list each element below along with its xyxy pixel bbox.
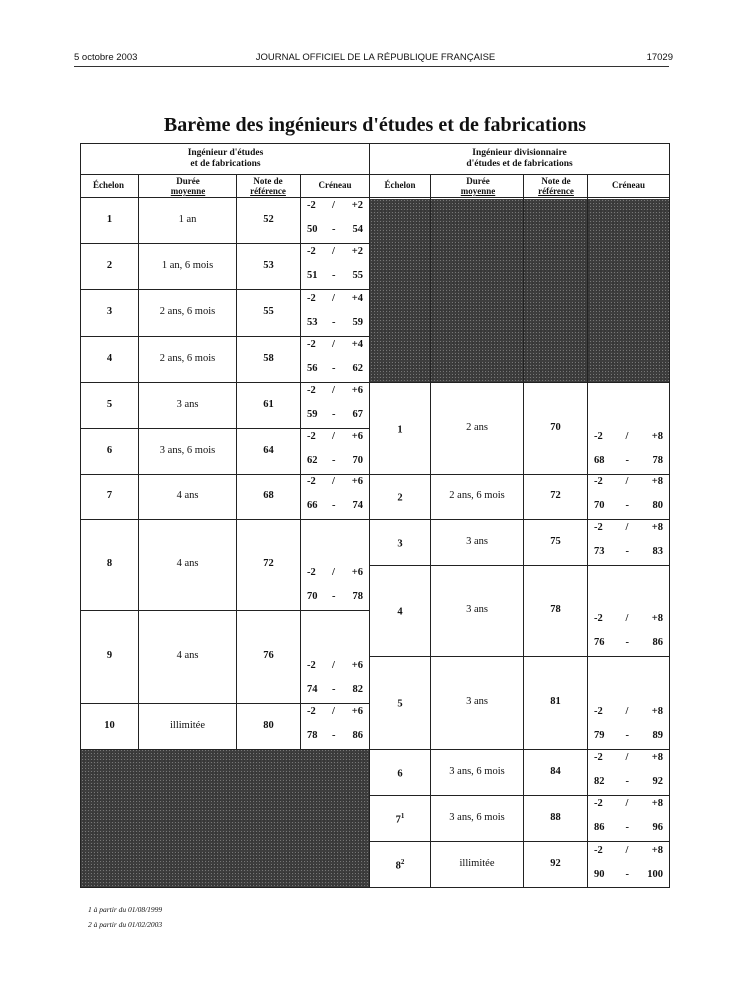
creneau-range-second: 78 — [352, 591, 363, 602]
creneau-range-separator: - — [625, 546, 629, 557]
creneau-range-second: 83 — [652, 546, 663, 557]
left-row-sep — [80, 519, 370, 520]
creneau-range-first: 53 — [307, 317, 318, 328]
left-col-duree — [140, 176, 236, 196]
creneau-range-first: 66 — [307, 500, 318, 511]
creneau-offset-separator: / — [332, 706, 335, 717]
creneau-offset — [301, 200, 369, 214]
creneau-offset-separator: / — [625, 431, 629, 442]
right-row-sep — [370, 795, 670, 796]
duree-cell: 3 ans, 6 mois — [159, 444, 216, 456]
duree-cell: 3 ans — [466, 696, 488, 707]
duree-cell: 4 ans — [176, 558, 199, 569]
right-row-sep — [370, 519, 670, 520]
creneau-offset-first: -2 — [307, 431, 316, 442]
duree-cell: 3 ans, 6 mois — [449, 765, 505, 777]
creneau-offset — [588, 476, 669, 490]
creneau-offset-second: +6 — [351, 385, 363, 396]
creneau-range-second: 54 — [352, 224, 363, 235]
left-col-creneau: Créneau — [318, 180, 352, 190]
creneau-range-first: 62 — [307, 455, 318, 466]
note-cell: 92 — [550, 858, 561, 869]
note-cell: 72 — [263, 558, 274, 569]
echelon-value: 1 — [397, 424, 403, 435]
creneau-offset-first: -2 — [307, 200, 316, 211]
creneau-range-separator: - — [332, 500, 336, 511]
creneau-offset-first: -2 — [594, 476, 603, 487]
creneau-range-second: 78 — [652, 455, 663, 466]
creneau-range — [588, 637, 669, 651]
creneau-offset-second: +2 — [351, 200, 363, 211]
creneau-offset-first: -2 — [307, 293, 316, 304]
header-journal-title: JOURNAL OFFICIEL DE LA RÉPUBLIQUE FRANÇAISE — [255, 52, 496, 63]
right-row-sep — [370, 841, 670, 842]
creneau-range-first: 76 — [594, 637, 605, 648]
creneau-range-separator: - — [332, 684, 336, 695]
header-date: 5 octobre 2003 — [74, 52, 138, 63]
creneau-offset-separator: / — [332, 567, 335, 578]
duree-cell: 2 ans, 6 mois — [159, 306, 216, 317]
note-cell: 72 — [550, 490, 561, 501]
creneau-offset — [588, 706, 669, 720]
note-cell: 53 — [263, 259, 274, 271]
duree-cell: 3 ans, 6 mois — [449, 811, 505, 823]
creneau-range — [588, 455, 669, 469]
creneau-offset — [588, 522, 669, 536]
creneau-range — [301, 684, 369, 698]
echelon-value: 4 — [106, 352, 113, 364]
creneau-range-separator: - — [625, 637, 629, 648]
creneau-offset-separator: / — [625, 522, 629, 533]
creneau-offset-second: +8 — [651, 431, 663, 442]
creneau-range — [301, 363, 369, 377]
footnote-2: 2 à partir du 01/02/2003 — [88, 920, 163, 929]
echelon-cell — [81, 353, 138, 364]
creneau-range-separator: - — [625, 869, 629, 880]
note-cell: 75 — [550, 535, 561, 547]
right-col-line-2 — [523, 174, 524, 888]
echelon-value: 7 — [106, 490, 113, 501]
duree-cell: 4 ans — [176, 490, 199, 501]
creneau-range-first: 59 — [307, 409, 318, 420]
creneau-offset-second: +4 — [351, 293, 363, 304]
right-group-title — [370, 148, 669, 170]
creneau-offset-separator: / — [332, 660, 335, 671]
creneau-offset-second: +8 — [651, 798, 663, 809]
left-row-sep — [80, 382, 370, 383]
left-row-sep — [80, 703, 370, 704]
right-group-title-line2: d'études et de fabrications — [466, 159, 573, 169]
note-cell: 70 — [550, 421, 561, 433]
creneau-offset — [588, 613, 669, 627]
creneau-range — [588, 822, 669, 836]
right-col-duree — [432, 176, 524, 196]
echelon-value: 6 — [106, 444, 113, 456]
creneau-offset — [301, 476, 369, 490]
creneau-offset-second: +8 — [651, 752, 663, 763]
echelon-cell — [81, 445, 138, 456]
note-cell: 78 — [550, 604, 561, 615]
footnote-marker: 2 — [400, 858, 405, 866]
echelon-cell — [81, 214, 138, 225]
echelon-cell — [370, 422, 430, 436]
echelon-value: 6 — [397, 768, 403, 779]
creneau-offset — [301, 246, 369, 260]
left-col-note-line1: Note de — [253, 176, 283, 186]
creneau-offset-separator: / — [625, 706, 629, 717]
creneau-offset-second: +8 — [651, 522, 663, 533]
creneau-range — [588, 500, 669, 514]
creneau-range-second: 86 — [352, 730, 363, 741]
creneau-range-separator: - — [332, 317, 336, 328]
right-col-duree-line1: Durée — [466, 176, 490, 186]
echelon-cell — [370, 812, 430, 826]
note-cell: 55 — [263, 306, 274, 317]
creneau-offset — [301, 567, 369, 581]
creneau-offset-second: +8 — [651, 613, 663, 624]
creneau-offset — [588, 431, 669, 445]
duree-cell: 3 ans — [466, 604, 488, 615]
creneau-range-first: 74 — [307, 684, 318, 695]
left-group-title-line1: Ingénieur d'études — [187, 148, 264, 158]
creneau-range-separator: - — [332, 730, 336, 741]
creneau-range-second: 80 — [652, 500, 663, 511]
note-cell: 84 — [550, 765, 561, 777]
creneau-offset-separator: / — [332, 476, 335, 487]
left-col-note-line2: référence — [250, 186, 286, 196]
duree-cell: 1 an, 6 mois — [161, 259, 214, 271]
creneau-range-first: 82 — [594, 776, 605, 787]
creneau-range-second: 100 — [647, 869, 663, 880]
creneau-offset-second: +6 — [351, 431, 363, 442]
creneau-range-separator: - — [625, 822, 629, 833]
creneau-offset-first: -2 — [307, 476, 316, 487]
creneau-range-first: 70 — [594, 500, 605, 511]
creneau-offset — [588, 752, 669, 766]
creneau-range-first: 78 — [307, 730, 318, 741]
creneau-range-first: 79 — [594, 730, 605, 741]
creneau-offset-first: -2 — [307, 706, 316, 717]
right-col-duree-line2: moyenne — [460, 186, 496, 196]
creneau-offset-second: +6 — [351, 476, 363, 487]
left-row-sep — [80, 336, 370, 337]
left-row-sep — [80, 243, 370, 244]
creneau-offset-second: +2 — [351, 246, 363, 257]
echelon-cell — [370, 604, 430, 618]
duree-cell: 3 ans — [466, 535, 488, 547]
right-col-line-1 — [430, 174, 431, 888]
creneau-range-second: 82 — [352, 684, 363, 695]
creneau-offset-first: -2 — [594, 431, 603, 442]
creneau-range-separator: - — [625, 455, 629, 466]
creneau-offset-first: -2 — [307, 660, 316, 671]
left-row-sep — [80, 610, 370, 611]
creneau-range-first: 56 — [307, 363, 318, 374]
creneau-range-first: 86 — [594, 822, 605, 833]
creneau-range-second: 89 — [652, 730, 663, 741]
right-col-creneau: Créneau — [612, 180, 645, 190]
creneau-range-second: 59 — [352, 317, 363, 328]
creneau-offset-second: +8 — [651, 706, 663, 717]
left-row-sep — [80, 474, 370, 475]
creneau-offset-separator: / — [332, 293, 335, 304]
left-row-sep — [80, 749, 370, 750]
echelon-cell — [81, 306, 138, 317]
echelon-cell — [81, 490, 138, 501]
duree-cell: illimitée — [459, 858, 495, 869]
right-col-note-line2: référence — [538, 186, 574, 196]
creneau-range-second: 67 — [352, 409, 363, 420]
right-group-title-line1: Ingénieur divisionnaire — [472, 148, 567, 158]
note-cell: 64 — [263, 444, 274, 456]
echelon-value: 3 — [106, 306, 113, 317]
left-col-duree-line1: Durée — [176, 176, 200, 186]
right-col-note — [524, 176, 588, 196]
creneau-range-first: 70 — [307, 591, 318, 602]
creneau-range — [588, 776, 669, 790]
duree-cell: 3 ans — [176, 398, 199, 410]
creneau-range — [301, 455, 369, 469]
shaded-empty-area-left — [81, 749, 370, 887]
duree-cell: 2 ans, 6 mois — [449, 490, 505, 501]
creneau-range-first: 73 — [594, 546, 605, 557]
left-col-duree-line2: moyenne — [170, 186, 206, 196]
header-divider — [80, 174, 670, 175]
creneau-range — [301, 500, 369, 514]
echelon-cell — [370, 696, 430, 710]
duree-cell: 2 ans, 6 mois — [159, 352, 216, 364]
right-row-sep — [370, 656, 670, 657]
echelon-value: 7 — [395, 814, 401, 825]
creneau-range-second: 86 — [652, 637, 663, 648]
echelon-value: 8 — [106, 558, 113, 569]
creneau-offset — [301, 339, 369, 353]
left-row-sep — [80, 289, 370, 290]
creneau-offset-separator: / — [625, 752, 629, 763]
echelon-value: 5 — [106, 398, 113, 410]
creneau-offset — [301, 293, 369, 307]
echelon-cell — [81, 260, 138, 271]
left-group-title — [81, 148, 370, 170]
left-row-sep — [80, 428, 370, 429]
creneau-range-separator: - — [625, 776, 629, 787]
duree-cell: illimitée — [170, 719, 205, 731]
creneau-range-separator: - — [332, 591, 336, 602]
right-col-note-line1: Note de — [541, 176, 571, 186]
creneau-range-first: 68 — [594, 455, 605, 466]
note-cell: 58 — [263, 352, 274, 364]
note-cell: 68 — [263, 490, 274, 501]
echelon-cell — [370, 766, 430, 780]
echelon-cell — [81, 720, 138, 731]
creneau-offset — [301, 660, 369, 674]
creneau-range — [301, 591, 369, 605]
echelon-value: 2 — [106, 259, 113, 271]
creneau-range-separator: - — [332, 224, 336, 235]
creneau-offset-first: -2 — [594, 706, 603, 717]
echelon-cell — [81, 399, 138, 410]
echelon-cell — [370, 536, 430, 550]
creneau-offset-separator: / — [332, 246, 335, 257]
creneau-range-second: 70 — [352, 455, 363, 466]
duree-cell: 1 an — [178, 213, 197, 225]
creneau-range-second: 55 — [352, 270, 363, 281]
creneau-offset-separator: / — [332, 431, 335, 442]
creneau-offset-separator: / — [625, 476, 629, 487]
creneau-offset-first: -2 — [594, 522, 603, 533]
creneau-range — [301, 270, 369, 284]
echelon-value: 8 — [395, 860, 401, 872]
echelon-value: 1 — [106, 213, 113, 225]
creneau-offset-second: +4 — [351, 339, 363, 350]
right-row-sep — [370, 565, 670, 566]
creneau-offset-separator: / — [625, 613, 629, 624]
note-cell: 81 — [550, 696, 561, 707]
note-cell: 52 — [263, 213, 274, 225]
creneau-range-separator: - — [625, 730, 629, 741]
creneau-offset-first: -2 — [307, 339, 316, 350]
creneau-range-separator: - — [332, 270, 336, 281]
echelon-cell — [81, 650, 138, 661]
creneau-offset-separator: / — [332, 385, 335, 396]
left-group-title-line2: et de fabrications — [190, 159, 261, 169]
creneau-range-separator: - — [332, 363, 336, 374]
creneau-offset-separator: / — [625, 798, 629, 809]
echelon-value: 9 — [106, 650, 113, 661]
page-title: Barème des ingénieurs d'études et de fabrications — [163, 114, 587, 136]
creneau-offset-first: -2 — [594, 752, 603, 763]
creneau-range-second: 62 — [352, 363, 363, 374]
creneau-offset — [301, 706, 369, 720]
creneau-offset — [588, 798, 669, 812]
echelon-value: 10 — [104, 719, 115, 731]
echelon-value: 5 — [397, 698, 403, 710]
creneau-offset-second: +6 — [351, 660, 363, 671]
left-col-echelon: Échelon — [92, 180, 124, 190]
right-row-sep — [370, 749, 670, 750]
right-row-sep — [370, 382, 670, 383]
creneau-offset — [301, 385, 369, 399]
creneau-range-second: 74 — [352, 500, 363, 511]
creneau-offset-first: -2 — [594, 845, 603, 856]
creneau-range — [588, 869, 669, 883]
echelon-cell — [81, 558, 138, 569]
creneau-offset — [301, 431, 369, 445]
creneau-range — [301, 409, 369, 423]
creneau-offset-second: +6 — [351, 567, 363, 578]
left-col-note — [236, 176, 300, 196]
note-cell: 88 — [550, 811, 561, 823]
creneau-range — [301, 730, 369, 744]
creneau-offset-second: +8 — [651, 845, 663, 856]
creneau-range — [301, 317, 369, 331]
creneau-offset-second: +8 — [651, 476, 663, 487]
creneau-range-first: 90 — [594, 869, 605, 880]
creneau-offset-second: +6 — [351, 706, 363, 717]
creneau-offset-separator: / — [332, 200, 335, 211]
right-col-echelon: Échelon — [384, 180, 416, 190]
creneau-offset-first: -2 — [307, 385, 316, 396]
creneau-range-second: 96 — [652, 822, 663, 833]
creneau-range-separator: - — [332, 455, 336, 466]
echelon-cell — [370, 490, 430, 504]
echelon-value: 2 — [397, 492, 403, 504]
creneau-range — [588, 546, 669, 560]
duree-cell: 2 ans — [466, 421, 488, 433]
creneau-range-second: 92 — [652, 776, 663, 787]
header-bottom-line — [80, 197, 670, 198]
creneau-offset-first: -2 — [307, 567, 316, 578]
note-cell: 61 — [263, 398, 274, 410]
creneau-range-separator: - — [625, 500, 629, 511]
note-cell: 76 — [263, 650, 274, 661]
header-page-number: 17029 — [646, 52, 673, 63]
creneau-range — [588, 730, 669, 744]
duree-cell: 4 ans — [176, 650, 199, 661]
footnote-marker: 1 — [400, 811, 405, 820]
creneau-range-first: 51 — [307, 270, 318, 281]
creneau-range — [301, 224, 369, 238]
header-rule — [74, 66, 669, 67]
right-row-sep — [370, 474, 670, 475]
creneau-offset-separator: / — [625, 845, 629, 856]
creneau-offset-first: -2 — [307, 246, 316, 257]
creneau-range-separator: - — [332, 409, 336, 420]
echelon-value: 3 — [397, 538, 403, 549]
creneau-offset-first: -2 — [594, 798, 603, 809]
footnote-1: 1 à partir du 01/08/1999 — [88, 905, 163, 914]
echelon-value: 4 — [397, 606, 403, 618]
shaded-empty-area-right — [370, 199, 669, 382]
creneau-offset-first: -2 — [594, 613, 603, 624]
echelon-cell — [370, 858, 430, 872]
creneau-offset-separator: / — [332, 339, 335, 350]
note-cell: 80 — [263, 719, 274, 731]
creneau-range-first: 50 — [307, 224, 318, 235]
creneau-offset — [588, 845, 669, 859]
